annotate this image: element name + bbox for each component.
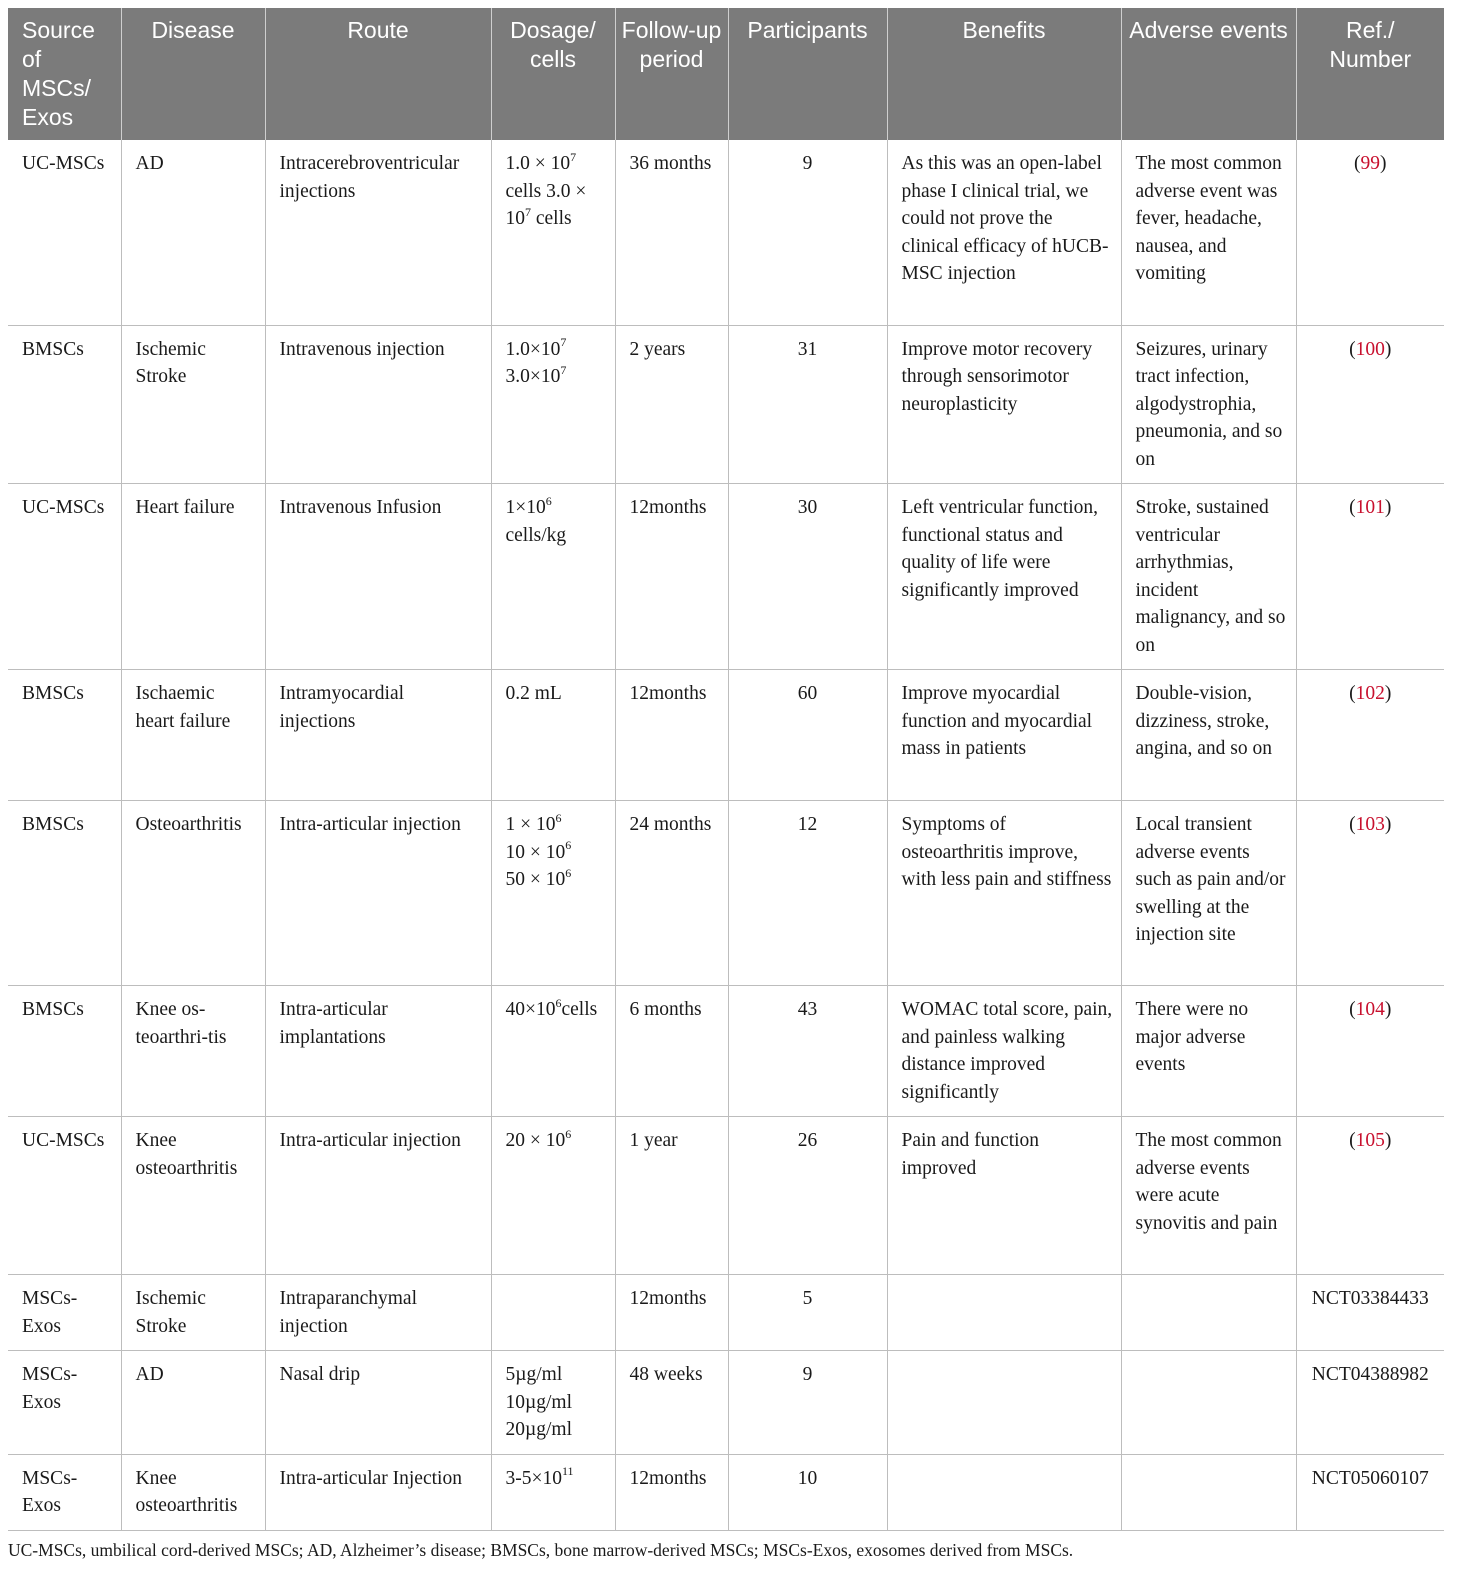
dosage-line <box>506 336 607 364</box>
reference-link[interactable]: 99 <box>1360 153 1380 174</box>
cell-adverse-events <box>1121 1351 1296 1455</box>
dosage-base: 1.0 × 10 <box>505 153 571 174</box>
table-row <box>8 801 1444 986</box>
dosage-unit: cells <box>561 999 598 1020</box>
cell-follow-up: 12months <box>615 670 728 801</box>
cell-benefits: Improve myocardial function and myocardial mass in patients <box>887 670 1121 801</box>
cell-dosage <box>491 986 615 1117</box>
table-row <box>8 670 1444 801</box>
cell-ref: (103) <box>1296 801 1444 986</box>
cell-benefits: As this was an open-label phase I clinical trial, we could not prove the clinical efficacy of hUCB-MSC injection <box>887 140 1121 325</box>
cell-disease: Ischemic Stroke <box>121 325 265 484</box>
cell-disease: Ischaemic heart failure <box>121 670 265 801</box>
dosage-line <box>506 1465 607 1493</box>
dosage-line <box>506 839 607 867</box>
header-disease: Disease <box>121 8 265 140</box>
dosage-exponent: 11 <box>562 1464 574 1478</box>
dosage-base: 0.2 mL <box>505 683 562 704</box>
cell-benefits <box>887 1454 1121 1530</box>
cell-route: Intramyocardial injections <box>265 670 491 801</box>
reference-link[interactable]: 102 <box>1355 683 1385 704</box>
dosage-line <box>506 363 607 391</box>
dosage-exponent: 6 <box>545 493 552 508</box>
header-ref: Ref./ Number <box>1296 8 1444 140</box>
cell-follow-up: 12months <box>615 484 728 670</box>
cell-route: Intra-articular injection <box>265 1117 491 1275</box>
cell-source: UC-MSCs <box>8 140 121 325</box>
header-participants: Participants <box>728 8 887 140</box>
cell-benefits: Left ventricular function, functional status and quality of life were significantly improved <box>887 484 1121 670</box>
dosage-exponent: 6 <box>565 838 572 852</box>
dosage-exponent: 6 <box>555 810 562 825</box>
dosage-line <box>506 680 607 708</box>
cell-ref: (100) <box>1296 325 1444 484</box>
cell-route: Intravenous Infusion <box>265 484 491 670</box>
cell-route: Nasal drip <box>265 1351 491 1455</box>
cell-ref: (101) <box>1296 484 1444 670</box>
cell-route: Intraparanchymal injection <box>265 1275 491 1351</box>
dosage-line <box>506 1127 607 1155</box>
dosage-exponent: 7 <box>560 335 567 349</box>
cell-adverse-events: Seizures, urinary tract infection, algodystrophia, pneumonia, and so on <box>1121 325 1296 484</box>
dosage-base: 1×10 <box>505 497 546 518</box>
header-row <box>8 8 1444 140</box>
header-benefits: Benefits <box>887 8 1121 140</box>
cell-participants: 9 <box>728 1351 887 1455</box>
cell-source: MSCs-Exos <box>8 1454 121 1530</box>
dosage-unit: cells <box>531 208 572 229</box>
cell-ref: (102) <box>1296 670 1444 801</box>
dosage-base: cells 3.0 × 10 <box>505 180 587 229</box>
header-route: Route <box>265 8 491 140</box>
cell-source: BMSCs <box>8 670 121 801</box>
cell-benefits: Symptoms of osteoarthritis improve, with less pain and stiffness <box>887 801 1121 986</box>
cell-follow-up: 12months <box>615 1275 728 1351</box>
cell-ref <box>1296 1454 1444 1530</box>
cell-route: Intracerebroventricular injections <box>265 140 491 325</box>
trial-number: NCT05060107 <box>1311 1467 1429 1489</box>
table-row <box>8 1117 1444 1275</box>
cell-disease: Knee osteoarthritis <box>121 1117 265 1275</box>
cell-participants: 43 <box>728 986 887 1117</box>
cell-dosage <box>491 1117 615 1275</box>
cell-adverse-events: The most common adverse events were acute synovitis and pain <box>1121 1117 1296 1275</box>
cell-source: BMSCs <box>8 986 121 1117</box>
cell-ref: (99) <box>1296 140 1444 325</box>
table-row <box>8 325 1444 484</box>
dosage-exponent: 6 <box>565 1126 572 1141</box>
reference-link[interactable]: 100 <box>1355 338 1385 360</box>
reference-link[interactable]: 103 <box>1355 814 1385 835</box>
dosage-exponent: 7 <box>560 362 567 377</box>
cell-benefits <box>887 1351 1121 1455</box>
table-footnote: UC-MSCs, umbilical cord-derived MSCs; AD, Alzheimer’s disease; BMSCs, bone marrow-derived MSCs; MSCs-Exos, exosomes derived from MSCs. <box>8 1540 1074 1560</box>
table-row <box>8 484 1444 670</box>
cell-participants: 5 <box>728 1275 887 1351</box>
cell-adverse-events: There were no major adverse events <box>1121 986 1296 1117</box>
reference-link[interactable]: 104 <box>1355 999 1385 1020</box>
header-source: Source of MSCs/ Exos <box>8 8 121 140</box>
cell-adverse-events: Double-vision, dizziness, stroke, angina, and so on <box>1121 670 1296 801</box>
dosage-line <box>506 1416 607 1444</box>
cell-benefits <box>887 1275 1121 1351</box>
cell-participants: 30 <box>728 484 887 670</box>
cell-dosage <box>491 1454 615 1530</box>
cell-benefits: Pain and function improved <box>887 1117 1121 1275</box>
cell-participants: 26 <box>728 1117 887 1275</box>
dosage-base: 50 × 10 <box>505 869 566 890</box>
cell-source: MSCs-Exos <box>8 1275 121 1351</box>
cell-disease: AD <box>121 1351 265 1455</box>
cell-follow-up: 1 year <box>615 1117 728 1275</box>
cell-dosage <box>491 140 615 325</box>
cell-disease: Heart failure <box>121 484 265 670</box>
cell-benefits: WOMAC total score, pain, and painless walking distance improved significantly <box>887 986 1121 1117</box>
cell-disease: Ischemic Stroke <box>121 1275 265 1351</box>
cell-follow-up: 2 years <box>615 325 728 484</box>
dosage-base: 3.0×10 <box>505 366 561 387</box>
cell-dosage <box>491 484 615 670</box>
table-container <box>8 8 1444 1531</box>
table-row <box>8 986 1444 1117</box>
table-row <box>8 1351 1444 1455</box>
cell-disease: Knee os-teoarthri-tis <box>121 986 265 1117</box>
dosage-line <box>506 494 607 522</box>
clinical-trials-table <box>8 8 1444 1531</box>
dosage-base: 10µg/ml <box>505 1391 572 1413</box>
cell-follow-up: 24 months <box>615 801 728 986</box>
dosage-line <box>506 996 607 1024</box>
dosage-base: 1.0×10 <box>505 338 561 360</box>
cell-participants: 12 <box>728 801 887 986</box>
table-row <box>8 140 1444 325</box>
dosage-exponent: 6 <box>565 865 572 880</box>
dosage-line <box>506 866 607 894</box>
dosage-base: 40×10 <box>505 999 556 1020</box>
cell-disease: AD <box>121 140 265 325</box>
header-adverse-events: Adverse events <box>1121 8 1296 140</box>
dosage-line <box>506 522 607 550</box>
table-row <box>8 1275 1444 1351</box>
table-row <box>8 1454 1444 1530</box>
cell-source: BMSCs <box>8 801 121 986</box>
dosage-base: 5µg/ml <box>505 1364 563 1385</box>
cell-route: Intra-articular injection <box>265 801 491 986</box>
cell-participants: 31 <box>728 325 887 484</box>
cell-source: MSCs-Exos <box>8 1351 121 1455</box>
dosage-base: 10 × 10 <box>505 841 566 863</box>
dosage-line <box>506 811 607 839</box>
cell-follow-up: 12months <box>615 1454 728 1530</box>
dosage-base: cells/kg <box>505 524 567 546</box>
cell-adverse-events <box>1121 1275 1296 1351</box>
cell-participants: 10 <box>728 1454 887 1530</box>
cell-ref: (104) <box>1296 986 1444 1117</box>
table-body <box>8 140 1444 1530</box>
cell-adverse-events: Local transient adverse events such as pain and/or swelling at the injection site <box>1121 801 1296 986</box>
cell-dosage <box>491 1275 615 1351</box>
dosage-line <box>506 178 607 233</box>
cell-benefits: Improve motor recovery through sensorimotor neuroplasticity <box>887 325 1121 484</box>
cell-follow-up: 36 months <box>615 140 728 325</box>
cell-adverse-events <box>1121 1454 1296 1530</box>
dosage-line <box>506 150 607 178</box>
cell-ref: (105) <box>1296 1117 1444 1275</box>
dosage-base: 1 × 10 <box>505 814 556 835</box>
dosage-base: 20µg/ml <box>505 1419 572 1440</box>
cell-disease: Osteoarthritis <box>121 801 265 986</box>
cell-participants: 9 <box>728 140 887 325</box>
cell-dosage <box>491 801 615 986</box>
cell-adverse-events: The most common adverse event was fever, headache, nausea, and vomiting <box>1121 140 1296 325</box>
dosage-base: 3-5×10 <box>505 1467 562 1489</box>
reference-link[interactable]: 105 <box>1355 1130 1385 1151</box>
cell-route: Intra-articular Injection <box>265 1454 491 1530</box>
cell-route: Intravenous injection <box>265 325 491 484</box>
dosage-exponent: 7 <box>570 149 577 164</box>
dosage-exponent: 7 <box>525 204 531 219</box>
cell-dosage <box>491 670 615 801</box>
cell-source: UC-MSCs <box>8 1117 121 1275</box>
cell-ref <box>1296 1275 1444 1351</box>
dosage-base: 20 × 10 <box>505 1130 566 1151</box>
dosage-exponent: 6 <box>555 995 562 1010</box>
dosage-line <box>506 1361 607 1389</box>
trial-number: NCT04388982 <box>1311 1364 1429 1385</box>
cell-source: UC-MSCs <box>8 484 121 670</box>
header-follow-up: Follow-up period <box>615 8 728 140</box>
trial-number: NCT03384433 <box>1311 1288 1429 1309</box>
dosage-line <box>506 1389 607 1417</box>
reference-link[interactable]: 101 <box>1355 497 1385 518</box>
cell-participants: 60 <box>728 670 887 801</box>
cell-dosage <box>491 1351 615 1455</box>
cell-disease: Knee osteoarthritis <box>121 1454 265 1530</box>
cell-adverse-events: Stroke, sustained ventricular arrhythmias, incident malignancy, and so on <box>1121 484 1296 670</box>
header-dosage: Dosage/ cells <box>491 8 615 140</box>
cell-follow-up: 6 months <box>615 986 728 1117</box>
cell-ref <box>1296 1351 1444 1455</box>
cell-route: Intra-articular implantations <box>265 986 491 1117</box>
cell-source: BMSCs <box>8 325 121 484</box>
cell-dosage <box>491 325 615 484</box>
cell-follow-up: 48 weeks <box>615 1351 728 1455</box>
